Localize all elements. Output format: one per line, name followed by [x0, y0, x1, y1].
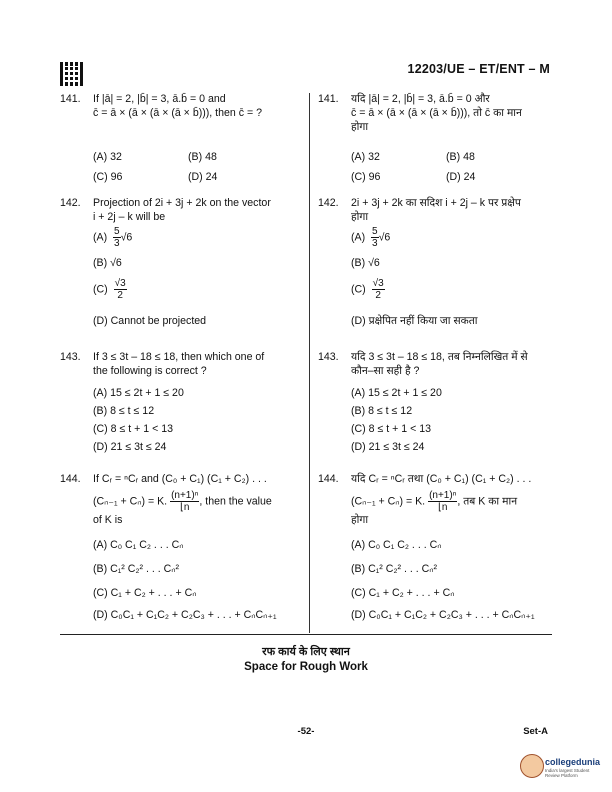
option-c [351, 278, 385, 301]
question-line: c̄ = ā × (ā × (ā × (ā × b̄))), then c̄ = ? [93, 107, 262, 119]
question-number: 143. [60, 351, 81, 363]
option-d: (D) 24 [446, 171, 476, 183]
question-line: कौन–सा सही है ? [351, 365, 420, 377]
question-number: 144. [60, 473, 81, 485]
logo-tagline: India's largest Student Review Platform [545, 768, 590, 778]
option-d: (D) Cannot be projected [93, 315, 207, 327]
option-a: (A) C₀ C₁ C₂ . . . Cₙ [351, 539, 442, 551]
expression-tail: , then the value [199, 495, 272, 508]
denominator: 3 [372, 238, 378, 249]
option-a: (A) 15 ≤ 2t + 1 ≤ 20 [93, 387, 184, 399]
option-c: (C) C₁ + C₂ + . . . + Cₙ [93, 587, 197, 599]
option-b: (B) √6 [93, 257, 122, 269]
question-text [351, 472, 564, 527]
option-a: (A) 15 ≤ 2t + 1 ≤ 20 [351, 387, 442, 399]
fraction [428, 490, 457, 513]
numerator: √3 [372, 278, 384, 289]
question-number: 141. [318, 93, 339, 105]
question-line: the following is correct ? [93, 365, 207, 377]
question-line [351, 490, 564, 513]
question-line: of K is [93, 514, 123, 526]
option-d: (D) 21 ≤ 3t ≤ 24 [351, 441, 425, 453]
question-number: 144. [318, 473, 339, 485]
question-number: 143. [318, 351, 339, 363]
numerator: 5 [372, 226, 378, 237]
question-line [93, 490, 306, 513]
option-c: (C) 96 [351, 171, 381, 183]
set-label: Set-A [523, 726, 548, 737]
mascot-icon [520, 754, 544, 778]
option-b: (B) 48 [446, 151, 475, 163]
question-line: 2i + 3j + 2k का सदिश i + 2j – k पर प्रक्षेप [351, 197, 521, 209]
question-number: 141. [60, 93, 81, 105]
logo-text: collegedunia [545, 757, 601, 767]
fraction [371, 226, 379, 249]
question-line: i + 2j – k will be [93, 211, 166, 223]
rough-work-heading: Space for Rough Work [244, 661, 368, 673]
numerator: (n+1)ⁿ [171, 490, 199, 501]
qr-code [60, 62, 84, 86]
option-c [93, 278, 127, 301]
question-line: If 3 ≤ 3t – 18 ≤ 18, then which one of [93, 351, 265, 363]
rough-work-heading-hindi: रफ कार्य के लिए स्थान [262, 646, 350, 658]
option-a [351, 226, 390, 249]
question-line: If |ā| = 2, |b̄| = 3, ā.b̄ = 0 and [93, 93, 226, 105]
column-divider [309, 93, 310, 633]
question-line: यदि |ā| = 2, |b̄| = 3, ā.b̄ = 0 और [351, 93, 490, 105]
question-text [93, 350, 306, 378]
fraction [372, 278, 385, 301]
option-label: (C) [93, 283, 108, 296]
option-c: (C) 8 ≤ t + 1 < 13 [351, 423, 432, 435]
expression: (Cₙ₋₁ + Cₙ) = K. [351, 495, 426, 508]
option-c: (C) C₁ + C₂ + . . . + Cₙ [351, 587, 455, 599]
option-d: (D) 21 ≤ 3t ≤ 24 [93, 441, 167, 453]
expression-tail: , तब K का मान [457, 495, 518, 508]
denominator: 2 [117, 290, 123, 301]
expression: (Cₙ₋₁ + Cₙ) = K. [93, 495, 168, 508]
question-line: c̄ = ā × (ā × (ā × (ā × b̄))), तो c̄ का मान [351, 107, 522, 119]
option-d: (D) 24 [188, 171, 218, 183]
option-a: (A) 32 [351, 151, 380, 163]
radical: √6 [120, 231, 133, 244]
numerator: 5 [114, 226, 120, 237]
question-text [351, 196, 564, 224]
question-line: यदि 3 ≤ 3t – 18 ≤ 18, तब निम्नलिखित में से [351, 351, 528, 363]
fraction [170, 490, 199, 513]
option-a: (A) 32 [93, 151, 122, 163]
numerator: (n+1)ⁿ [429, 490, 457, 501]
option-b: (B) 8 ≤ t ≤ 12 [93, 405, 155, 417]
numerator: √3 [114, 278, 126, 289]
question-text [351, 350, 564, 378]
option-b: (B) C₁² C₂² . . . Cₙ² [351, 563, 438, 575]
paper-code: 12203/UE – ET/ENT – M [407, 62, 550, 76]
rough-work-divider [60, 634, 552, 635]
option-b: (B) √6 [351, 257, 380, 269]
question-line: होगा [351, 121, 369, 133]
option-b: (B) C₁² C₂² . . . Cₙ² [93, 563, 180, 575]
option-b: (B) 48 [188, 151, 217, 163]
fraction [114, 278, 127, 301]
option-c: (C) 8 ≤ t + 1 < 13 [93, 423, 174, 435]
denominator: ⌊n [437, 502, 448, 513]
question-text [93, 196, 306, 224]
option-a [93, 226, 132, 249]
denominator: 2 [375, 290, 381, 301]
question-line: यदि Cᵣ = ⁿCᵣ तथा (C₀ + C₁) (C₁ + C₂) . . . [351, 473, 532, 485]
collegedunia-logo [520, 750, 604, 780]
question-text [93, 92, 306, 120]
question-number: 142. [60, 197, 81, 209]
option-d: (D) C₀C₁ + C₁C₂ + C₂C₃ + . . . + CₙCₙ₊₁ [351, 609, 535, 621]
question-text [351, 92, 564, 134]
option-label: (C) [351, 283, 366, 296]
question-line: If Cᵣ = ⁿCᵣ and (C₀ + C₁) (C₁ + C₂) . . . [93, 473, 267, 485]
radical: √6 [378, 231, 391, 244]
denominator: ⌊n [179, 502, 190, 513]
option-a: (A) C₀ C₁ C₂ . . . Cₙ [93, 539, 184, 551]
denominator: 3 [114, 238, 120, 249]
question-line: होगा [351, 514, 369, 526]
option-label: (A) [351, 231, 366, 244]
question-number: 142. [318, 197, 339, 209]
option-d: (D) प्रक्षेपित नहीं किया जा सकता [351, 315, 478, 327]
fraction [113, 226, 121, 249]
question-line: होगा [351, 211, 369, 223]
question-text [93, 472, 306, 527]
option-label: (A) [93, 231, 108, 244]
page-number: -52- [297, 726, 315, 737]
option-b: (B) 8 ≤ t ≤ 12 [351, 405, 413, 417]
option-c: (C) 96 [93, 171, 123, 183]
question-line: Projection of 2i + 3j + 2k on the vector [93, 197, 271, 209]
option-d: (D) C₀C₁ + C₁C₂ + C₂C₃ + . . . + CₙCₙ₊₁ [93, 609, 277, 621]
